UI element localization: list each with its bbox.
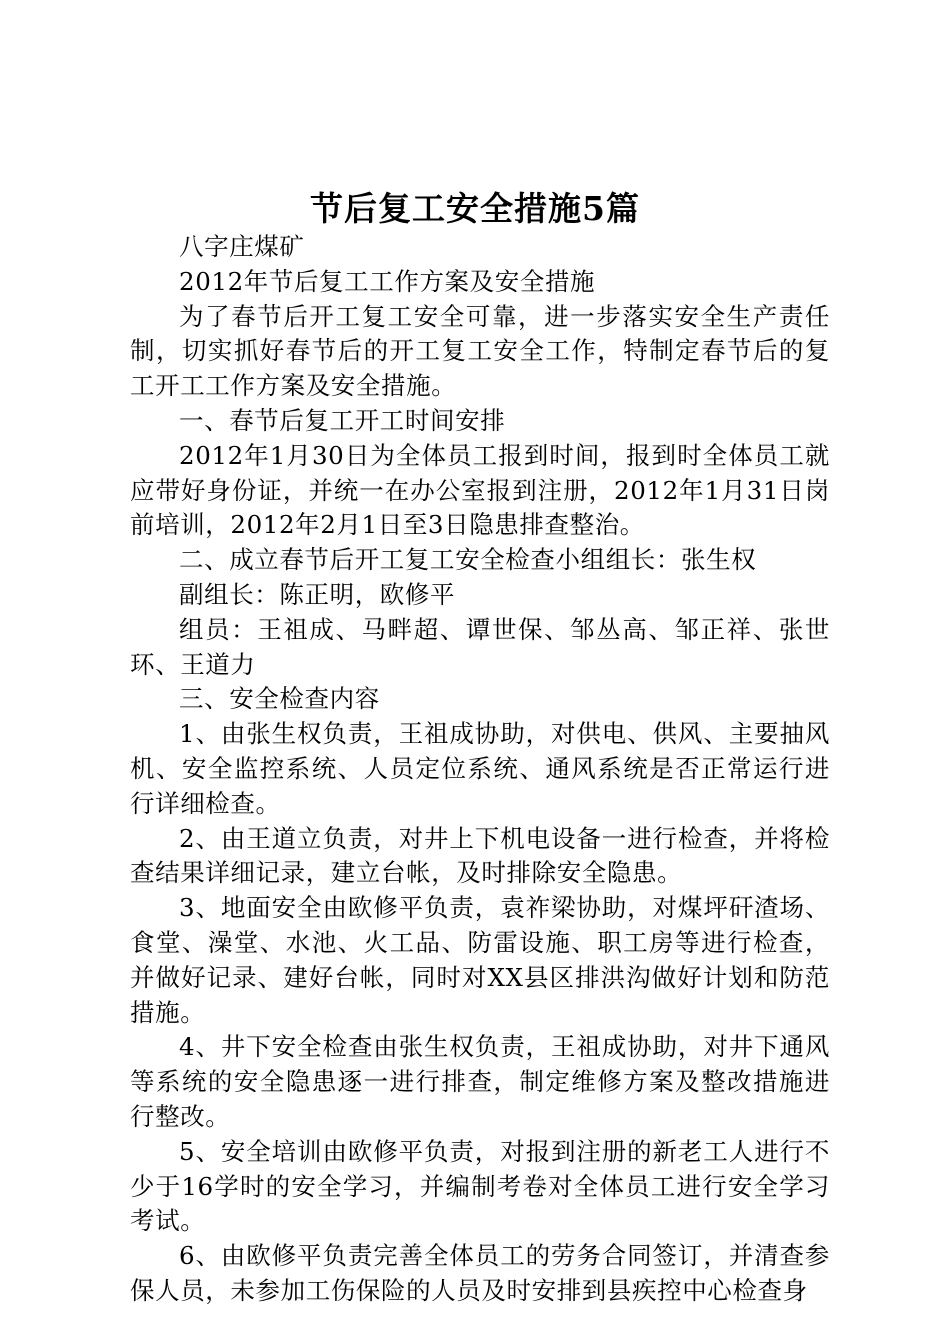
section-heading-inspection: 三、安全检查内容 — [179, 684, 380, 714]
document-body — [130, 230, 830, 1309]
paragraph-members: 组员：王祖成、马畔超、谭世保、邹丛高、邹正祥、张世环、王道力 — [130, 614, 830, 679]
list-item-3: 3、地面安全由欧修平负责，袁祚梁协助，对煤坪矸渣场、食堂、澡堂、水池、火工品、防雷设施、职工房等进行检查，并做好记录、建好台帐，同时对XX县区排洪沟做好计划和防范措施。 — [130, 893, 830, 1027]
list-item-1: 1、由张生权负责，王祖成协助，对供电、供风、主要抽风机、安全监控系统、人员定位系统、通风系统是否正常运行进行详细检查。 — [130, 719, 830, 818]
paragraph-intro: 为了春节后开工复工安全可靠，进一步落实安全生产责任制，切实抓好春节后的开工复工安全工作，特制定春节后的复工开工工作方案及安全措施。 — [130, 301, 830, 401]
list-item-5: 5、安全培训由欧修平负责，对报到注册的新老工人进行不少于16学时的安全学习，并编制考卷对全体员工进行安全学习考试。 — [130, 1136, 830, 1236]
paragraph-plan-title: 2012年节后复工工作方案及安全措施 — [179, 266, 596, 296]
document-title: 节后复工安全措施5篇 — [310, 189, 640, 228]
list-item-4: 4、井下安全检查由张生权负责，王祖成协助，对井下通风等系统的安全隐患逐一进行排查，制定维修方案及整改措施进行整改。 — [130, 1032, 830, 1131]
list-item-2: 2、由王道立负责，对井上下机电设备一进行检查，并将检查结果详细记录，建立台帐，及时排除安全隐患。 — [130, 823, 830, 888]
paragraph-deputy-leaders: 副组长：陈正明，欧修平 — [179, 579, 456, 609]
section-heading-schedule: 一、春节后复工开工时间安排 — [179, 405, 506, 435]
list-item-6: 6、由欧修平负责完善全体员工的劳务合同签订，并清查参保人员，未参加工伤保险的人员及时安排到县疾控中心检查身 — [130, 1241, 830, 1305]
paragraph-schedule: 2012年1月30日为全体员工报到时间，报到时全体员工就应带好身份证，并统一在办公室报到注册，2012年1月31日岗前培训，2012年2月1日至3日隐患排查整治。 — [130, 440, 830, 540]
paragraph-company: 八字庄煤矿 — [179, 232, 305, 261]
section-heading-team: 二、成立春节后开工复工安全检查小组组长：张生权 — [179, 545, 757, 575]
